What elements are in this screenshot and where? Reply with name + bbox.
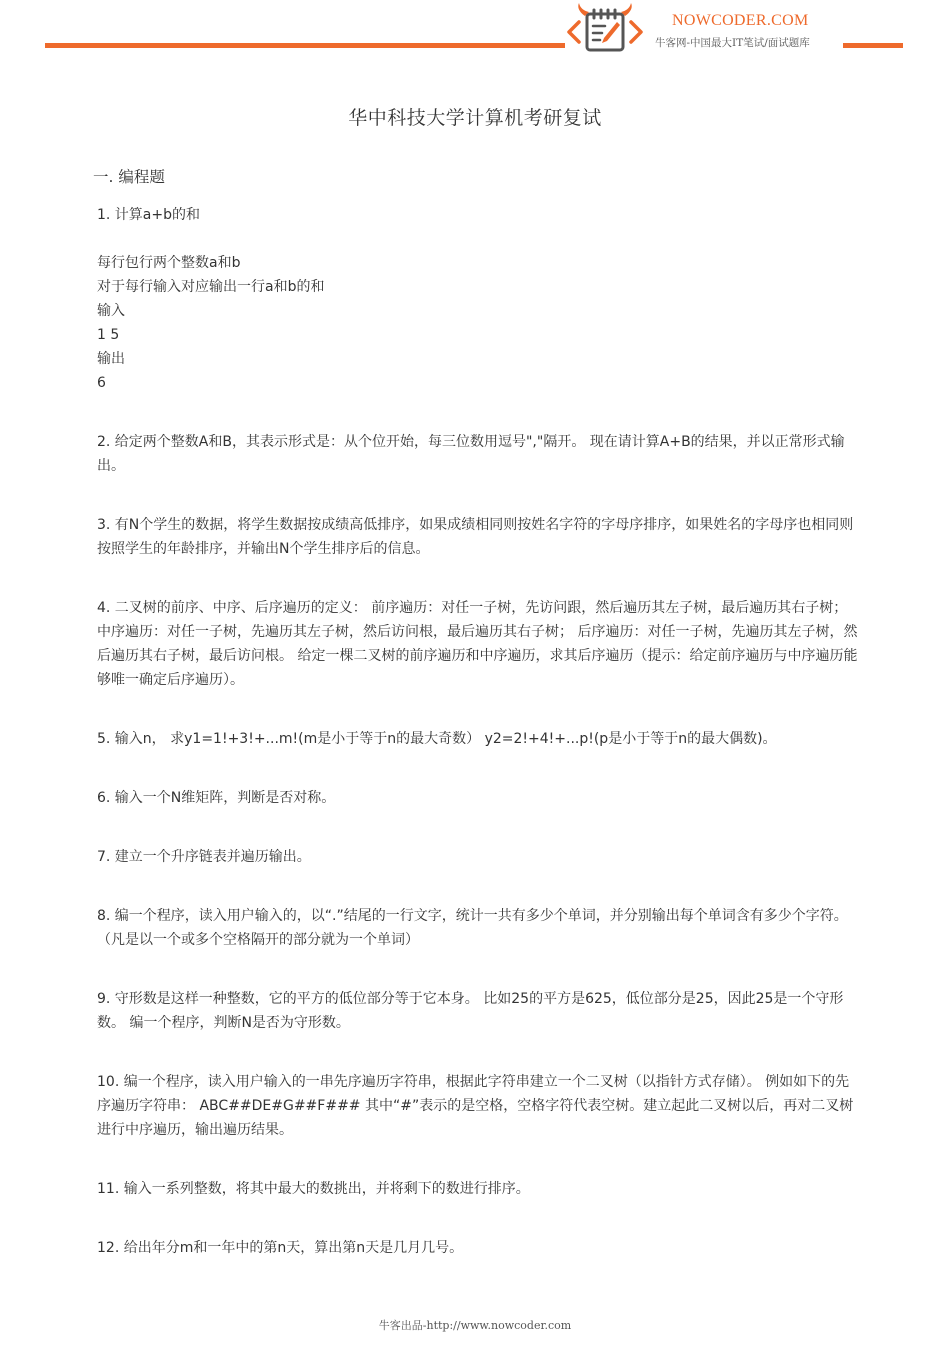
page-footer: 牛客出品-http://www.nowcoder.com (378, 1319, 572, 1332)
question-12: 12. 给出年分m和一年中的第n天，算出第n天是几月几号。 (97, 1240, 464, 1256)
header-accent-bar-right (843, 43, 903, 48)
question-4: 4. 二叉树的前序、中序、后序遍历的定义： 前序遍历：对任一子树，先访问跟，然后遍历其左子树，最后遍历其右子树； 中序遍历：对任一子树，先遍历其左子树，然后访问根，最后遍历其右子树； 后序遍历：对任一子树，先遍历其左子树，然后遍历其右子树，最后访问根。 给定一棵二叉树的前序遍历和中序遍历，求其后序遍历（提示：给定前序遍历与中序遍历能够唯一确定后序遍历）。 (97, 600, 858, 688)
page-title: 华中科技大学计算机考研复试 (348, 107, 602, 129)
question-8: 8. 编一个程序，读入用户输入的，以“.”结尾的一行文字，统计一共有多少个单词，并分别输出每个单词含有多少个字符。 （凡是以一个或多个空格隔开的部分就为一个单词） (97, 908, 848, 948)
question-3: 3. 有N个学生的数据，将学生数据按成绩高低排序，如果成绩相同则按姓名字符的字母序排序，如果姓名的字母序也相同则按照学生的年龄排序，并输出N个学生排序后的信息。 (97, 517, 854, 557)
question-2: 2. 给定两个整数A和B，其表示形式是：从个位开始，每三位数用逗号","隔开。 现在请计算A+B的结果，并以正常形式输出。 (97, 434, 845, 474)
question-1-line: 每行包行两个整数a和b (97, 255, 241, 271)
question-1-line: 1 5 (97, 327, 120, 343)
header-accent-bar-left (45, 43, 565, 48)
question-1-details (97, 251, 859, 395)
question-1-line: 6 (97, 375, 106, 391)
question-7: 7. 建立一个升序链表并遍历输出。 (97, 849, 311, 865)
question-9: 9. 守形数是这样一种整数，它的平方的低位部分等于它本身。 比如25的平方是625，低位部分是25，因此25是一个守形数。 编一个程序，判断N是否为守形数。 (97, 991, 844, 1031)
question-6: 6. 输入一个N维矩阵，判断是否对称。 (97, 790, 336, 806)
question-5: 5. 输入n， 求y1=1!+3!+...m!(m是小于等于n的最大奇数） y2=2!+4!+...p!(p是小于等于n的最大偶数)。 (97, 731, 777, 747)
question-1-line: 输入 (97, 303, 125, 319)
section-heading: 一. 编程题 (93, 168, 165, 186)
question-list (97, 203, 859, 1260)
question-10: 10. 编一个程序，读入用户输入的一串先序遍历字符串，根据此字符串建立一个二叉树（以指针方式存储）。 例如如下的先序遍历字符串： ABC##DE#G##F### 其中“#”表示的是空格，空格字符代表空树。建立起此二叉树以后，再对二叉树进行中序遍历，输出遍历结果。 (97, 1074, 854, 1138)
question-1-title: 1. 计算a+b的和 (97, 207, 201, 223)
brand-tagline: 牛客网-中国最大IT笔试/面试题库 (655, 37, 810, 49)
nowcoder-logo-icon (565, 2, 645, 54)
brand-name: NOWCODER.COM (672, 12, 809, 29)
question-1-line: 输出 (97, 351, 125, 367)
question-1-line: 对于每行输入对应输出一行a和b的和 (97, 279, 325, 295)
question-11: 11. 输入一系列整数，将其中最大的数挑出，并将剩下的数进行排序。 (97, 1181, 530, 1197)
